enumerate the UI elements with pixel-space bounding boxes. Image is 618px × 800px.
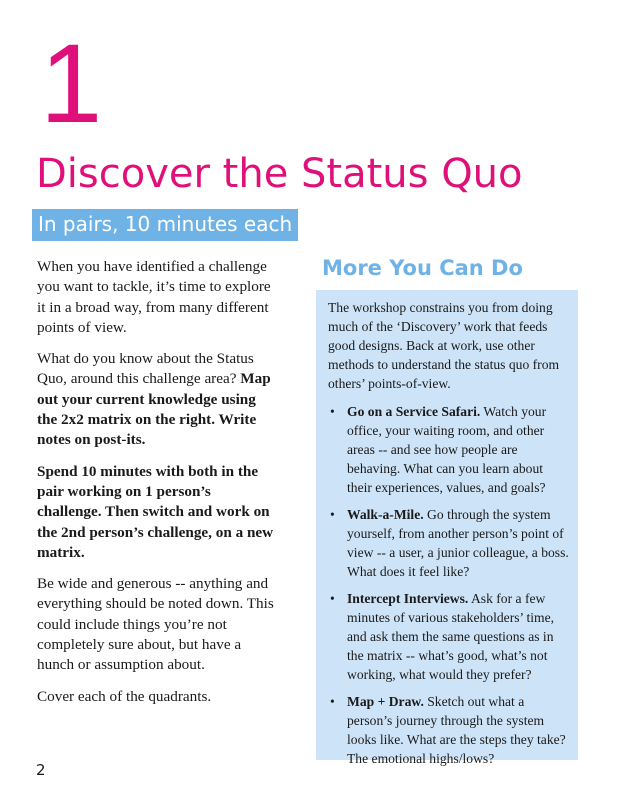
left-column xyxy=(37,257,277,718)
more-you-can-do-box xyxy=(316,290,578,766)
bullet-icon: • xyxy=(330,591,335,606)
item-text: Go through the system yourself, from another person’s point of view -- a user, a junior colleague, a boss. What does it feel like? xyxy=(347,507,569,579)
page-number: 2 xyxy=(36,761,46,779)
bullet-icon: • xyxy=(330,507,335,522)
list-item-map-draw xyxy=(328,692,569,768)
more-you-can-do-heading: More You Can Do xyxy=(322,256,523,280)
list-item-walk-a-mile xyxy=(328,505,569,581)
bullet-icon: • xyxy=(330,694,335,709)
list-item-service-safari xyxy=(328,402,569,497)
intro-paragraph: When you have identified a challenge you want to tackle, it’s time to explore it in a broad way, from many different points of view. xyxy=(37,258,271,336)
status-quo-text: What do you know about the Status Quo, around this challenge area? xyxy=(37,350,254,388)
methods-list xyxy=(328,402,569,768)
chapter-number: 1 xyxy=(40,21,103,146)
bullet-icon: • xyxy=(330,404,335,419)
quadrants-paragraph: Cover each of the quadrants. xyxy=(37,687,212,705)
pair-instruction-paragraph xyxy=(37,462,277,563)
map-instruction: Map out your current knowledge using the 2x2 matrix on the right. Write notes on post-its. xyxy=(37,370,271,449)
item-title: Map + Draw. xyxy=(347,694,424,709)
item-title: Walk-a-Mile. xyxy=(347,507,424,522)
box-intro: The workshop constrains you from doing much of the ‘Discovery’ work that feeds good designs. Back at work, use other methods to understand the status quo from others’ points-of-view. xyxy=(328,300,560,391)
item-text: Ask for a few minutes of various stakeholders’ time, and ask them the same questions as in the matrix -- what’s good, what’s not working, what would they prefer? xyxy=(347,591,555,682)
item-title: Go on a Service Safari. xyxy=(347,404,481,419)
generous-paragraph: Be wide and generous -- anything and everything should be noted down. This could include things you’re not completely sure about, but have a hunch or assumption about. xyxy=(37,575,274,674)
subtitle-banner: In pairs, 10 minutes each xyxy=(32,209,298,241)
item-title: Intercept Interviews. xyxy=(347,591,469,606)
list-item-intercept-interviews xyxy=(328,589,569,684)
item-text: Watch your office, your waiting room, and other areas -- and see how people are behaving. What can you learn about their experiences, values, and goals? xyxy=(347,404,547,495)
page-title: Discover the Status Quo xyxy=(36,151,523,197)
status-quo-paragraph xyxy=(37,349,277,450)
pair-instruction: Spend 10 minutes with both in the pair working on 1 person’s challenge. Then switch and work on the 2nd person’s challenge, on a new matrix. xyxy=(37,462,274,561)
item-text: Sketch out what a person’s journey through the system looks like. What are the steps they take? The emotional highs/lows? xyxy=(347,694,566,766)
